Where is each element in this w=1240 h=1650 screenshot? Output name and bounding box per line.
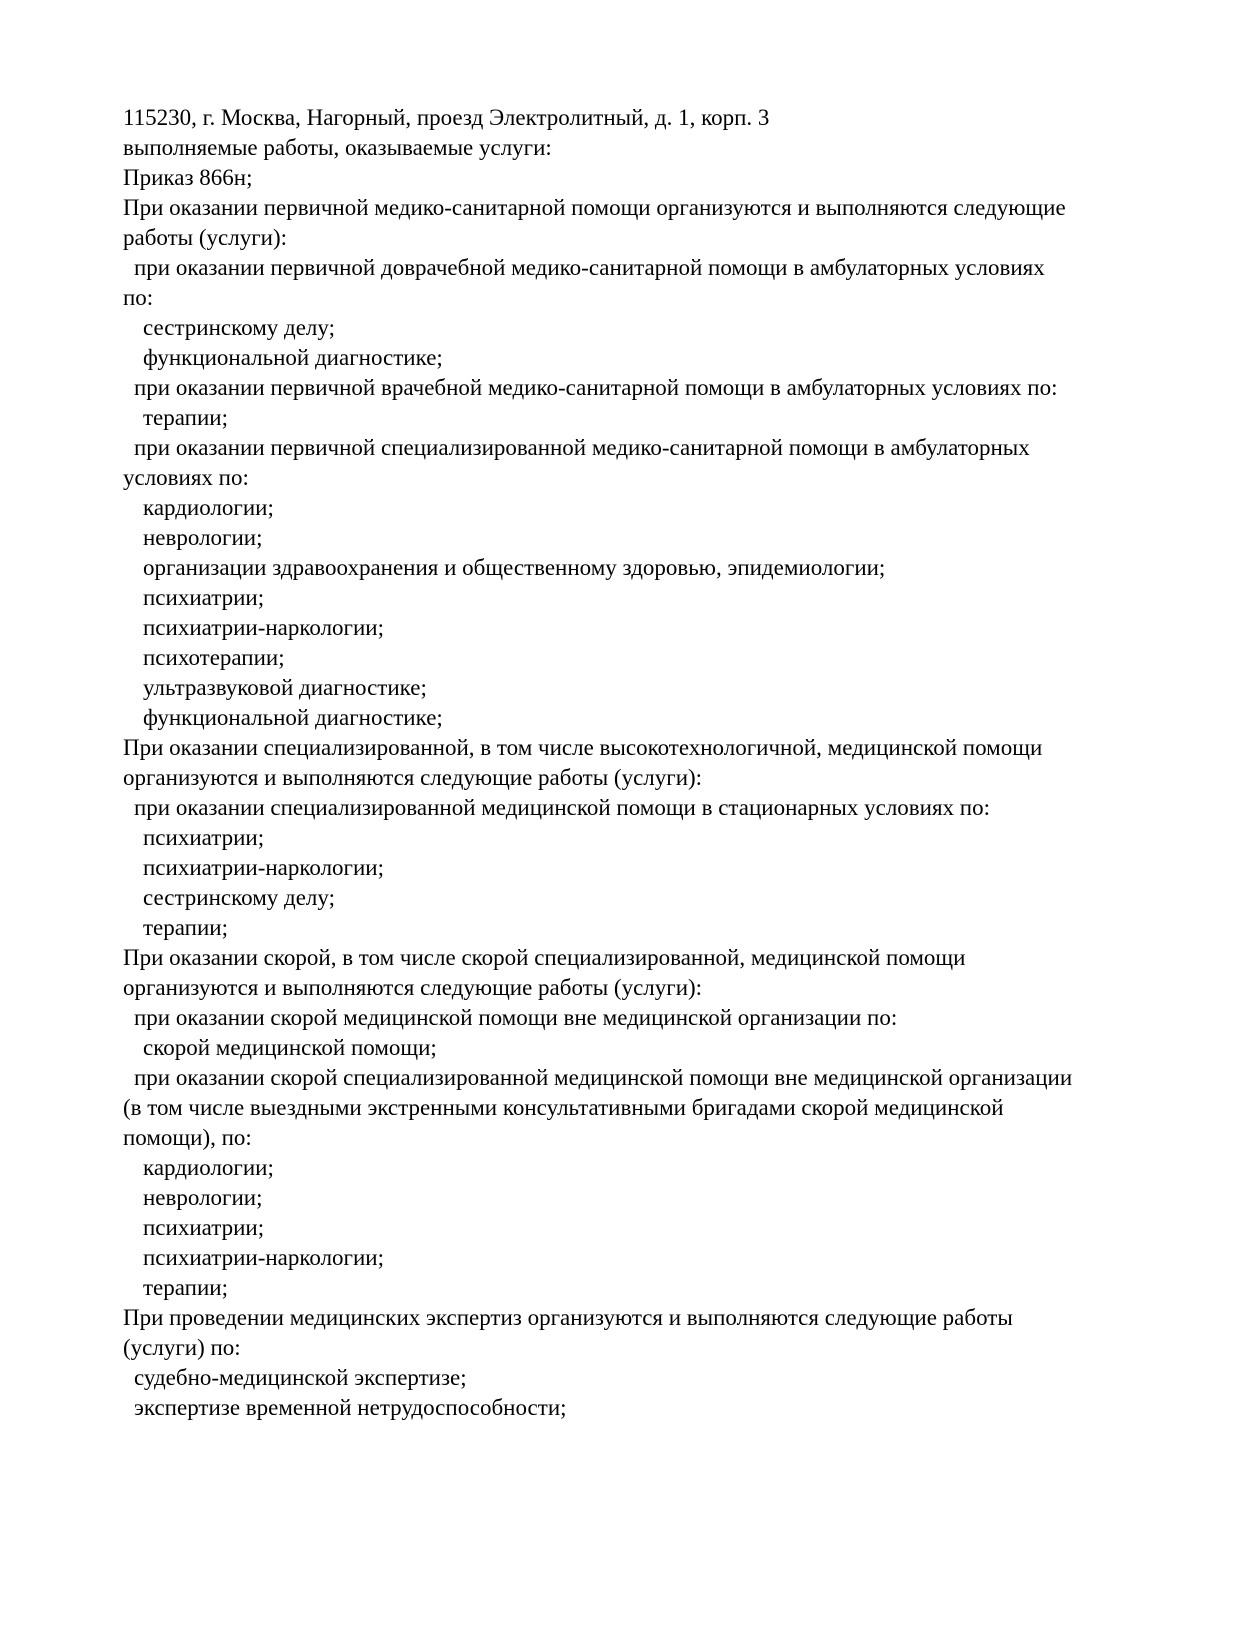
text-line: судебно-медицинской экспертизе; xyxy=(134,1365,467,1390)
text-line: При оказании специализированной, в том числе высокотехнологичной, медицинской помощи xyxy=(123,735,1043,760)
text-line: по: xyxy=(123,285,154,310)
text-line: При оказании скорой, в том числе скорой специализированной, медицинской помощи xyxy=(123,945,966,970)
text-line: психиатрии-наркологии; xyxy=(143,615,384,640)
text-line: выполняемые работы, оказываемые услуги: xyxy=(123,135,552,160)
text-line: при оказании скорой медицинской помощи вне медицинской организации по: xyxy=(134,1005,898,1030)
text-line: при оказании первичной врачебной медико-санитарной помощи в амбулаторных условиях по: xyxy=(134,375,1058,400)
text-line: организации здравоохранения и общественному здоровью, эпидемиологии; xyxy=(143,555,886,580)
text-line: организуются и выполняются следующие работы (услуги): xyxy=(123,765,703,790)
text-line: кардиологии; xyxy=(143,495,274,520)
text-line: работы (услуги): xyxy=(123,225,287,250)
text-line: при оказании первичной специализированной медико-санитарной помощи в амбулаторных xyxy=(134,435,1030,460)
text-line: терапии; xyxy=(143,405,228,430)
text-line: терапии; xyxy=(143,915,228,940)
text-line: при оказании первичной доврачебной медико-санитарной помощи в амбулаторных условиях xyxy=(134,255,1045,280)
text-line: психиатрии-наркологии; xyxy=(143,855,384,880)
text-line: психиатрии; xyxy=(143,585,265,610)
text-line: Приказ 866н; xyxy=(123,165,253,190)
text-line: кардиологии; xyxy=(143,1155,274,1180)
text-line: психотерапии; xyxy=(143,645,285,670)
license-works-text-block xyxy=(123,103,1180,1423)
text-line: терапии; xyxy=(143,1275,228,1300)
text-line: организуются и выполняются следующие работы (услуги): xyxy=(123,975,703,1000)
text-line: ультразвуковой диагностике; xyxy=(143,675,427,700)
text-line: 115230, г. Москва, Нагорный, проезд Электролитный, д. 1, корп. 3 xyxy=(123,105,770,130)
text-line: экспертизе временной нетрудоспособности; xyxy=(134,1395,567,1420)
text-line: функциональной диагностике; xyxy=(143,345,443,370)
text-line: психиатрии; xyxy=(143,1215,265,1240)
text-line: сестринскому делу; xyxy=(143,315,335,340)
text-line: условиях по: xyxy=(123,465,249,490)
text-line: неврологии; xyxy=(143,525,263,550)
text-line: функциональной диагностике; xyxy=(143,705,443,730)
text-line: При проведении медицинских экспертиз организуются и выполняются следующие работы xyxy=(123,1305,1013,1330)
text-line: при оказании скорой специализированной медицинской помощи вне медицинской организации xyxy=(134,1065,1073,1090)
text-line: сестринскому делу; xyxy=(143,885,335,910)
text-line: (в том числе выездными экстренными консультативными бригадами скорой медицинской xyxy=(123,1095,1004,1120)
text-line: помощи), по: xyxy=(123,1125,252,1150)
text-line: психиатрии-наркологии; xyxy=(143,1245,384,1270)
text-line: психиатрии; xyxy=(143,825,265,850)
text-line: при оказании специализированной медицинской помощи в стационарных условиях по: xyxy=(134,795,990,820)
text-line: неврологии; xyxy=(143,1185,263,1210)
text-line: При оказании первичной медико-санитарной помощи организуются и выполняются следующие xyxy=(123,195,1066,220)
text-line: скорой медицинской помощи; xyxy=(143,1035,437,1060)
text-line: (услуги) по: xyxy=(123,1335,241,1360)
